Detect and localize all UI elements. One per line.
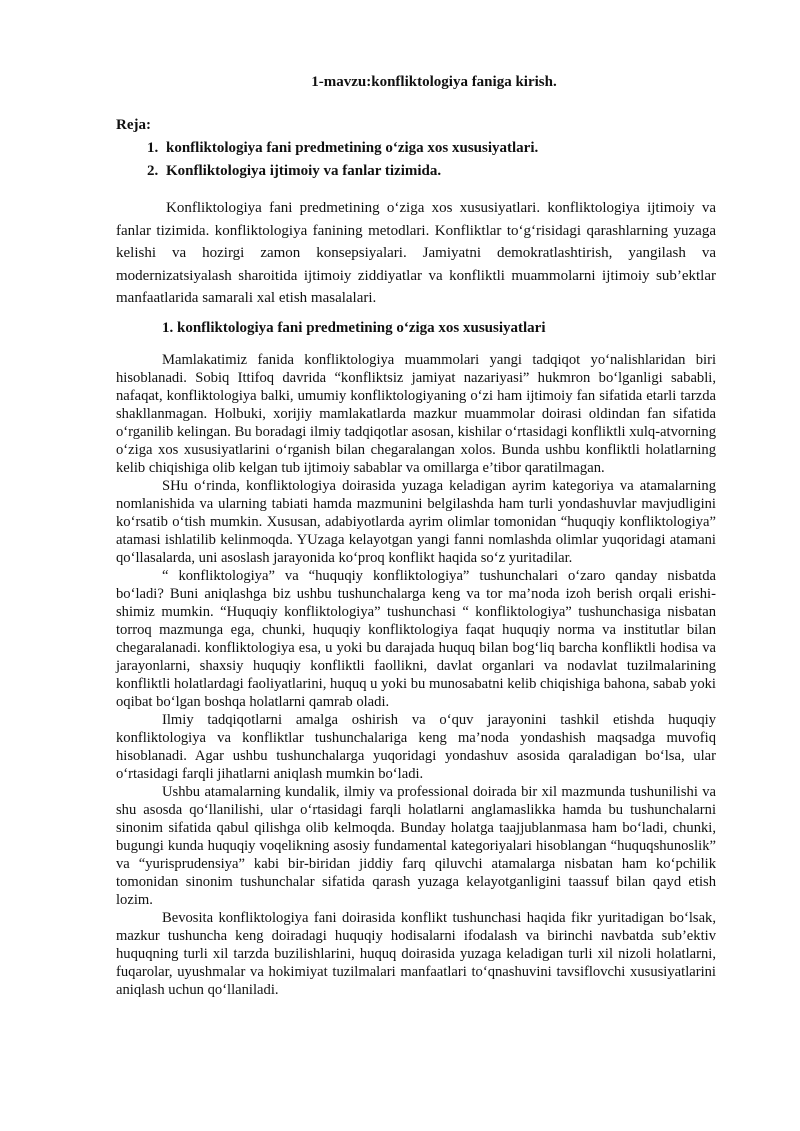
body-paragraph: “ konfliktologiya” va “huquqiy konfliktologiya” tushunchalari o‘zaro qanday nisbatda bo‘ladi? Buni aniqlashga biz ushbu tushunchalarga keng va tor ma’noda izoh berish orqali erishishimiz mumkin. “Huquqiy konfliktologiya” tushunchasi “ konfliktologiya” tushunchasiga nisbatan torroq mazmunga ega, chunki, huquqiy konfliktologiya faqat huquqiy norma va institutlar bilan chegaralanadi. konfliktologiya esa, u yoki bu darajada huquq bilan bog‘liq barcha konfliktli hodisa va jarayonlarni, shaxsiy huquqiy konfliktli faollikni, davlat organlari va nodavlat tuzilmalarining konfliktli holatlardagi faoliyatlarini, huquq u yoki bu munosabatni kelib chiqishiga bahona, sabab yoki oqibat bo‘lgan boshqa holatlarni qamrab oladi.	[116, 567, 716, 710]
plan-item: 1. konfliktologiya fani predmetining o‘ziga xos xususiyatlari.	[162, 137, 716, 160]
section-body	[116, 351, 716, 999]
body-paragraph: Ilmiy tadqiqotlarni amalga oshirish va o‘quv jarayonini tashkil etishda huquqiy konfliktologiya va konfliktlar tushunchalariga keng ma’noda yondashish maqsadga muvofiq hisoblanadi. Agar ushbu tushunchalarga yuqoridagi yondashuv asosida qaraladigan bo‘lsa, ular o‘rtasidagi farqli jihatlarni aniqlash mumkin bo‘ladi.	[116, 711, 716, 782]
body-paragraph: Ushbu atamalarning kundalik, ilmiy va professional doirada bir xil mazmunda tushunilishi va shu asosda qo‘llanilishi, ular o‘rtasidagi farqli holatlarni anglamaslikka hamda bu tushunchalarni sinonim sifatida qabul qilishga olib kelmoqda. Bunday holatga taajjublanmasa ham bo‘ladi, chunki, bugungi kunda huquqiy voqelikning asosiy fundamental kategoriyalari hisoblangan “huquqshunoslik” va “yurisprudensiya” kabi bir-biridan jiddiy farq qiluvchi atamalarga nisbatan ham ko‘pchilik tomonidan sinonim tushunchalar sifatida qarash yuzaga kelayotganligini taassuf bilan qayd etish lozim.	[116, 783, 716, 908]
plan-label: Reja:	[116, 117, 151, 133]
body-paragraph: Mamlakatimiz fanida konfliktologiya muammolari yangi tadqiqot yo‘nalishlaridan biri hisoblanadi. Sobiq Ittifoq davrida “konfliktsiz jamiyat nazariyasi” hukmron bo‘lganligi sababli, nafaqat, konfliktologiya balki, umumiy konfliktologiyaning o‘zi ham ijtimoiy fan sifatida etarli tarzda shakllanmagan. Holbuki, xorijiy mamlakatlarda mazkur muammolar doirasi oldindan fan sifatida o‘rganilib kelingan. Bu boradagi ilmiy tadqiqotlar asosan, kishilar o‘rtasidagi konfliktli xulq-atvorning o‘ziga xos xususiyatlarini o‘rganish bilan chegaralangan xolos. Bunda ushbu konfliktli holatlarning kelib chiqishiga olib kelgan tub ijtimoiy sabablar va omillarga e’tibor qaratilmagan.	[116, 351, 716, 476]
plan-list	[116, 137, 716, 183]
body-paragraph: Bevosita konfliktologiya fani doirasida konflikt tushunchasi haqida fikr yuritadigan bo‘lsak, mazkur tushuncha keng doiradagi huquqiy hodisalarni ifodalash va birinchi navbatda sub’ektiv huquqning turli xil tarzda buzilishlarini, huquq doirasida yuzaga keladigan turli xil nizoli holatlarni, fuqarolar, uyushmalar va hokimiyat tuzilmalari manfaatlari to‘qnashuvini tavsiflovchi xususiyatlarini aniqlash uchun qo‘llaniladi.	[116, 909, 716, 998]
plan-item: 2. Konfliktologiya ijtimoiy va fanlar tizimida.	[162, 160, 716, 183]
intro-paragraph: Konfliktologiya fani predmetining o‘ziga xos xususiyatlari. konfliktologiya ijtimoiy va fanlar tizimida. konfliktologiya fanining metodlari. Konfliktlar to‘g‘risidagi qarashlarning yuzaga kelishi va hozirgi zamon konsepsiyalari. Jamiyatni demokratlashtirish, yangilash va modernizatsiyalash sharoitida ijtimoiy ziddiyatlar va konfliktli muammolarni ijtimoiy sub’ektlar manfaatlarida samarali xal etish masalalari.	[116, 200, 716, 306]
document-title: 1-mavzu:konfliktologiya faniga kirish.	[311, 74, 557, 90]
body-paragraph: SHu o‘rinda, konfliktologiya doirasida yuzaga keladigan ayrim kategoriya va atamalarning nomlanishida va ularning tabiati hamda mazmunini belgilashda ham turli yondashuvlar mavjudligini ko‘rsatib o‘tish mumkin. Xususan, adabiyotlarda ayrim olimlar tomonidan “huquqiy konfliktologiya” atamasi ishlatilib kelinmoqda. YUzaga kelayotgan yangi fanni nomlashda olimlar yuqoridagi atamani qo‘llasalarda, uni asoslash jarayonida ko‘proq konflikt haqida so‘z yuritadilar.	[116, 477, 716, 566]
section-heading: 1. konfliktologiya fani predmetining o‘ziga xos xususiyatlari	[162, 319, 546, 336]
